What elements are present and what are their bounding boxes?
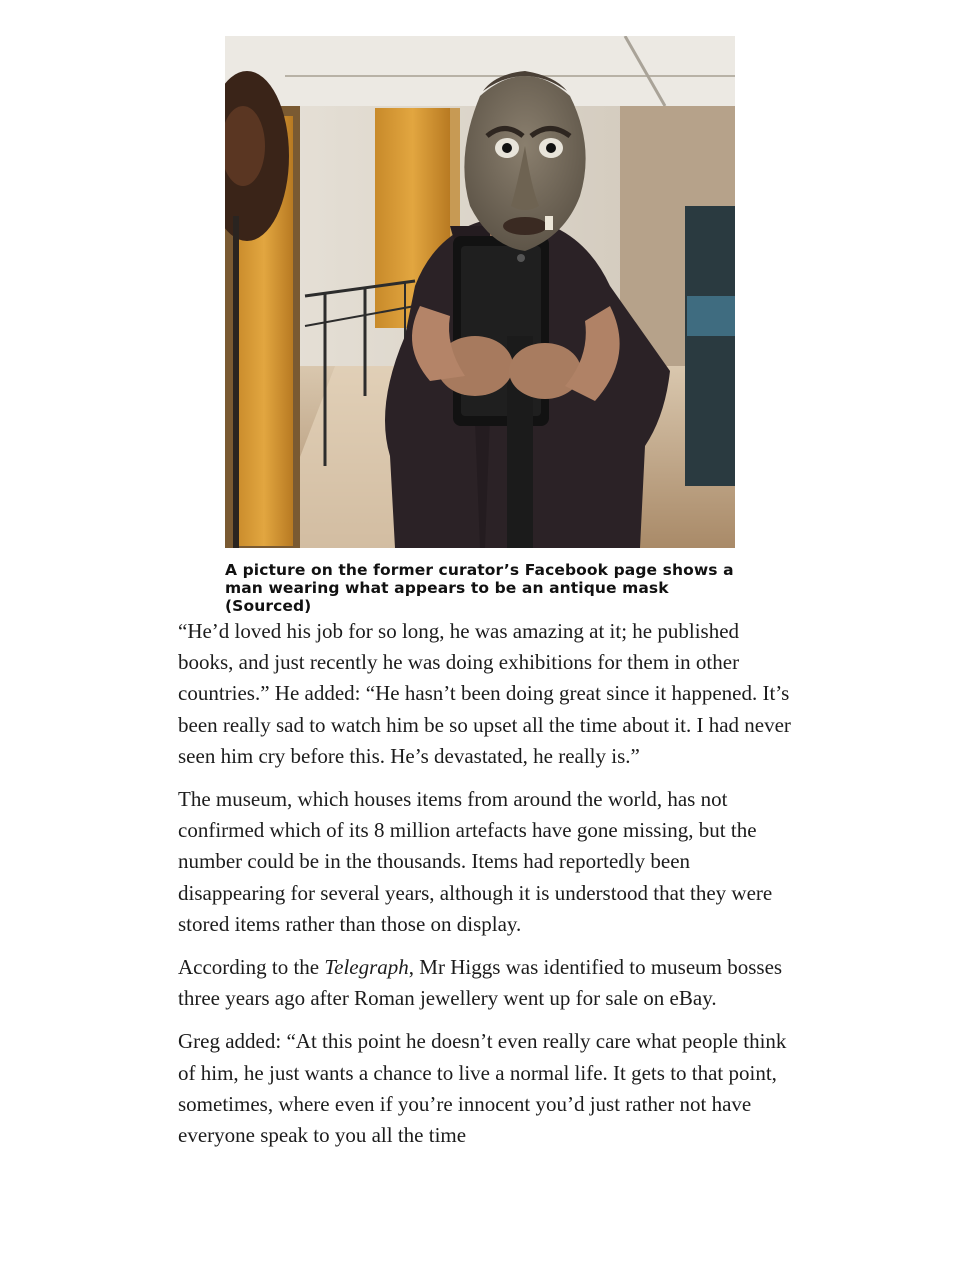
photo-man-in-mask bbox=[225, 36, 735, 548]
article-paragraph: “He’d loved his job for so long, he was amazing at it; he published books, and just recently he was doing exhibitions for them in other countries.” He added: “He hasn’t been doing great since it happened. It’s been really sad to watch him be so upset all the time about it. I had never seen him cry before this. He’s devastated, he really is.” bbox=[178, 619, 791, 768]
publication-name: Telegraph bbox=[324, 955, 409, 980]
paragraph-text: , Mr Higgs was identified to museum bosses three years ago after Roman jewellery went up for sale on eBay. bbox=[178, 955, 783, 1011]
photo-caption: A picture on the former curator’s Facebook page shows a man wearing what appears to be an antique mask (Sourced) bbox=[225, 561, 734, 615]
article-paragraph: Greg added: “At this point he doesn’t even really care what people think of him, he just wants a chance to live a normal life. It gets to that point, sometimes, where even if you’re innocent you’d just rather not have everyone speak to you all the time bbox=[178, 1029, 787, 1148]
article-body bbox=[178, 616, 798, 1163]
article-figure bbox=[225, 36, 735, 615]
paragraph-text: According to the bbox=[178, 955, 325, 980]
article-paragraph: The museum, which houses items from around the world, has not confirmed which of its 8 million artefacts have gone missing, but the number could be in the thousands. Items had reportedly been disappearing for several years, although it is understood that they were stored items rather than those on display. bbox=[178, 787, 773, 936]
article-paragraph bbox=[178, 952, 798, 1014]
